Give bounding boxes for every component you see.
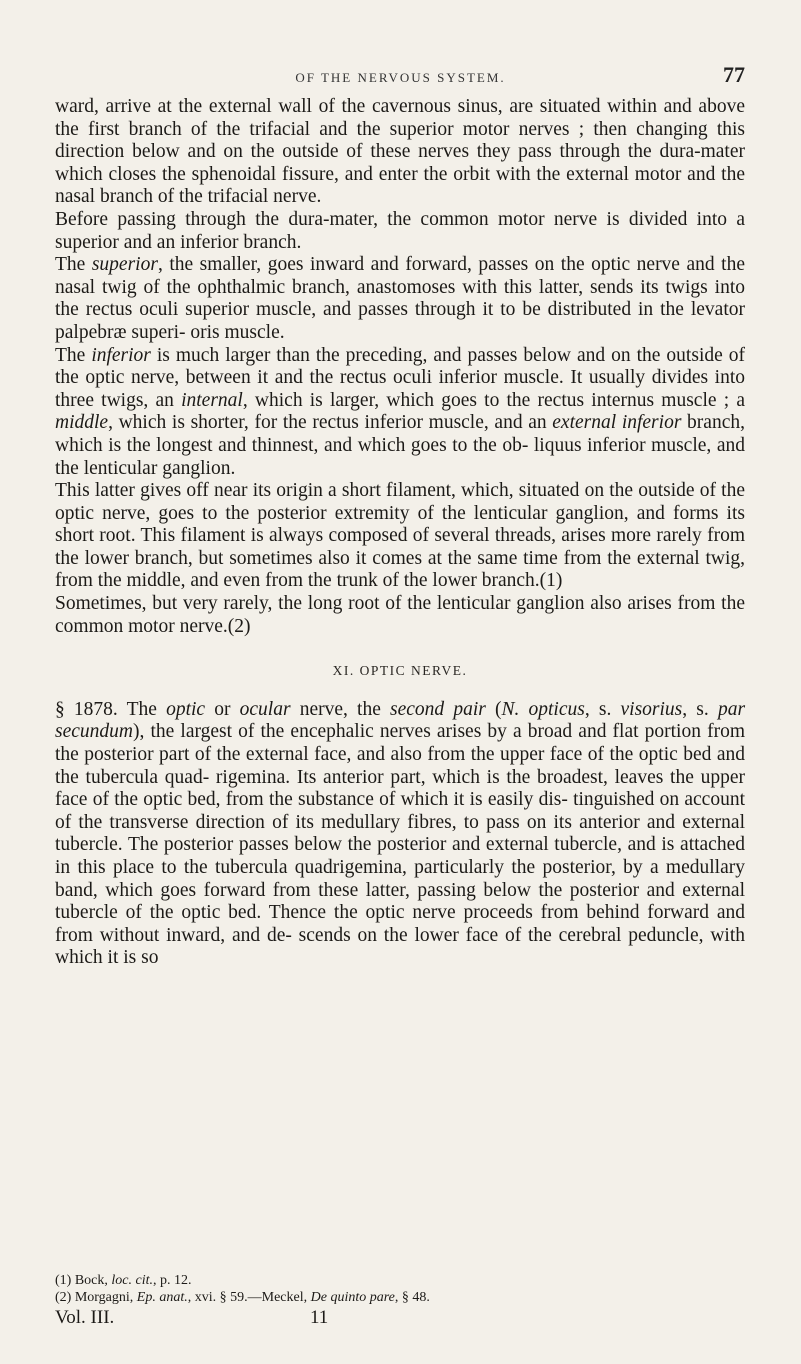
italic-text: inferior bbox=[91, 344, 151, 366]
text-run: (2) Morgagni, bbox=[55, 1290, 137, 1305]
section-heading: XI. OPTIC NERVE. bbox=[332, 663, 468, 679]
text-run: This latter gives off near its origin a short filament, which, situated on the outside of the optic nerve, goes to the posterior extremity of the lenticular ganglion, and forms its short root. This filament is always composed of several threads, arises more rarely from the lower branch, but sometimes also it comes at the same time from the external twig, from the middle, and even from the trunk of the lower branch.(1) bbox=[55, 480, 745, 592]
text-run: , § 48. bbox=[394, 1290, 430, 1305]
text-run: (1) Bock, bbox=[55, 1273, 112, 1288]
text-run: , s. bbox=[584, 698, 621, 720]
text-run: , xvi. § 59.—Meckel, bbox=[187, 1290, 311, 1305]
text-run: is much larger than the preceding, and passes below and on the outside of the optic nerve, between it and the rectus oculi inferior muscle. It usually divides into three twigs, an bbox=[55, 344, 745, 411]
paragraph bbox=[55, 593, 745, 638]
text-run: , p. 12. bbox=[153, 1273, 192, 1288]
italic-text: ocular bbox=[239, 698, 291, 720]
italic-text: optic bbox=[166, 698, 206, 720]
text-run: nerve, the bbox=[290, 698, 391, 720]
italic-text: superior bbox=[91, 254, 158, 276]
text-run: branch, which is the longest and thinnest, and which goes to the ob- liquus inferior muscle, and the lenticular ganglion. bbox=[55, 412, 745, 479]
running-head: OF THE NERVOUS SYSTEM. bbox=[295, 70, 506, 85]
text-run: , which is larger, which goes to the rectus internus muscle ; a bbox=[242, 389, 745, 411]
paragraph bbox=[55, 480, 745, 593]
text-run: The bbox=[55, 254, 92, 276]
italic-text: par secundum bbox=[55, 698, 746, 743]
italic-text: second pair bbox=[390, 698, 486, 720]
italic-text: external inferior bbox=[552, 412, 682, 434]
volume-mark: Vol. III. bbox=[55, 1307, 115, 1328]
text-run: ), the largest of the encephalic nerves arises by a broad and flat portion from the posterior part of the external face, and also from the upper face of the optic bed and the tubercula quad- rigemina. Its anterior part, which is the broadest, leaves the upper face of the optic bed, from the substance of which it is easily dis- tinguished on account of the transverse direction of its medullary fibres, to pass on its anterior and external tubercle. The posterior passes below the posterior and external tubercle, and is attached in this place to the tubercula quadrigemina, particularly the posterior, by a medullary band, which goes forward from these latter, passing below the posterior and external tubercle of the optic bed. Thence the optic nerve proceeds from behind forward and from without inward, and de- scends on the lower face of the cerebral peduncle, with which it is so bbox=[55, 721, 745, 969]
text-run: Sometimes, but very rarely, the long root of the lenticular ganglion also arises from the common motor nerve.(2) bbox=[55, 593, 745, 637]
text-run: Before passing through the dura-mater, the common motor nerve is divided into a superior and an inferior branch. bbox=[55, 208, 745, 253]
body-text bbox=[55, 96, 745, 970]
italic-text: middle bbox=[55, 412, 109, 434]
text-run: , s. bbox=[682, 698, 718, 720]
paragraph bbox=[55, 254, 745, 344]
text-run: ( bbox=[485, 698, 502, 720]
italic-text: De quinto pare bbox=[310, 1290, 395, 1305]
text-run: or bbox=[205, 698, 240, 720]
footnotes bbox=[55, 1272, 745, 1306]
page-number: 77 bbox=[723, 62, 745, 87]
signature-line bbox=[55, 1307, 745, 1329]
text-run: , the smaller, goes inward and forward, passes on the optic nerve and the nasal twig of the ophthalmic branch, anastomoses with this latter, sends its twigs into the rectus oculi superior muscle, and passes through it to be distributed in the levator palpebræ superi- oris muscle. bbox=[55, 254, 745, 343]
paragraph bbox=[55, 345, 745, 481]
footnote bbox=[55, 1289, 745, 1306]
paragraph bbox=[55, 96, 745, 209]
paragraph bbox=[55, 209, 745, 254]
italic-text: Ep. anat. bbox=[136, 1290, 188, 1305]
footnote bbox=[55, 1272, 745, 1289]
italic-text: internal bbox=[181, 389, 243, 411]
sheet-signature: 11 bbox=[310, 1307, 329, 1328]
text-run: The bbox=[55, 344, 92, 366]
text-run: § 1878. The bbox=[55, 698, 167, 720]
text-run: , which is shorter, for the rectus inferior muscle, and an bbox=[108, 412, 553, 434]
text-run: ward, arrive at the external wall of the cavernous sinus, are situated within and above the first branch of the trifacial and the superior motor nerves ; then changing this direction below and on the outside of these nerves they pass through the dura-mater which closes the sphenoidal fissure, and enter the orbit with the external motor and the nasal branch of the trifacial nerve. bbox=[55, 96, 745, 208]
italic-text: loc. cit. bbox=[111, 1273, 153, 1288]
italic-text: visorius bbox=[620, 698, 683, 720]
italic-text: N. opticus bbox=[501, 698, 585, 720]
section-paragraph bbox=[55, 699, 745, 970]
